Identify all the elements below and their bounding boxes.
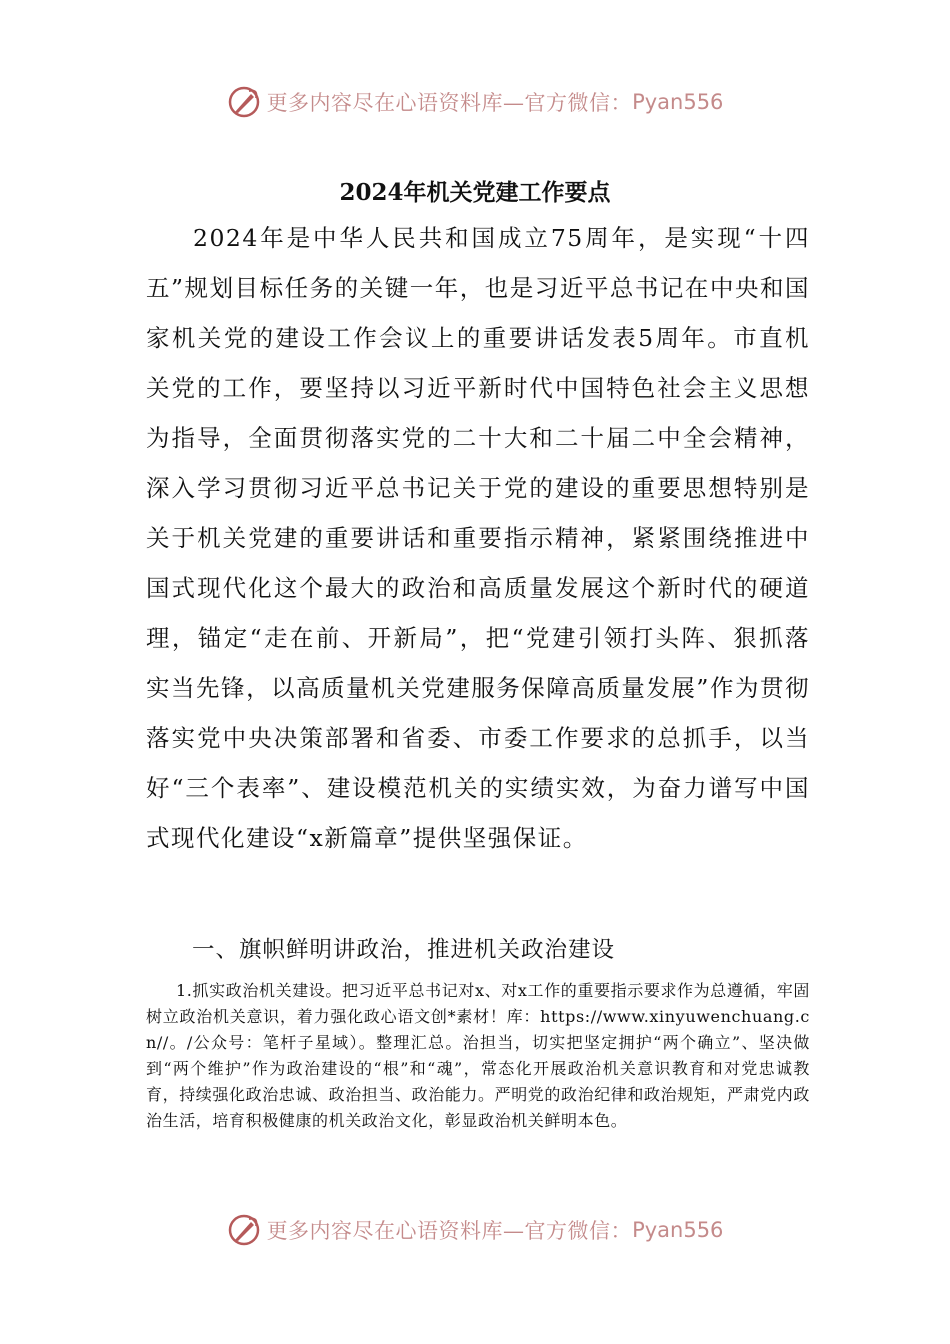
banner-text: 更多内容尽在心语资料库—官方微信： xyxy=(266,91,633,115)
intro-paragraph: 2024年是中华人民共和国成立75周年，是实现“十四五”规划目标任务的关键一年，也是习近平总书记在中央和国家机关党的建设工作会议上的重要讲话发表5周年。市直机关党的工作，要坚持以习近平新时代中国特色社会主义思想为指导，全面贯彻落实党的二十大和二十届二中全会精神，深入学习贯彻习近平总书记关于党的建设的重要思想特别是关于机关党建的重要讲话和重要指示精神，紧紧围绕推进中国式现代化这个最大的政治和高质量发展这个新时代的硬道理，锚定“走在前、开新局”，把“党建引领打头阵、狠抓落实当先锋，以高质量机关党建服务保障高质量发展”作为贯彻落实党中央决策部署和省委、市委工作要求的总抓手，以当好“三个表率”、建设模范机关的实绩实效，为奋力谱写中国式现代化建设“x新篇章”提供坚强保证。 xyxy=(146,224,810,852)
quill-logo-icon xyxy=(227,1213,261,1247)
header-watermark-banner xyxy=(0,82,950,122)
banner-wechat-id: Pyan556 xyxy=(632,90,724,114)
banner-text: 更多内容尽在心语资料库—官方微信： xyxy=(266,1219,633,1243)
quill-logo-icon xyxy=(227,85,261,119)
document-title: 2024年机关党建工作要点 xyxy=(339,179,611,206)
footer-watermark-banner xyxy=(0,1210,950,1250)
section-1-item-1: 1.抓实政治机关建设。把习近平总书记对x、对x工作的重要指示要求作为总遵循，牢固树立政治机关意识，着力强化政心语文创*素材！库：https://www.xinyuwenchuang.cn//。/公众号：笔杆子星域）。整理汇总。治担当，切实把坚定拥护“两个确立”、坚决做到“两个维护”作为政治建设的“根”和“魂”，常态化开展政治机关意识教育和对党忠诚教育，持续强化政治忠诚、政治担当、政治能力。严明党的政治纪律和政治规矩，严肃党内政治生活，培育积极健康的机关政治文化，彰显政治机关鲜明本色。 xyxy=(146,981,811,1130)
section-heading-1: 一、旗帜鲜明讲政治，推进机关政治建设 xyxy=(192,937,616,963)
banner-wechat-id: Pyan556 xyxy=(632,1218,724,1242)
